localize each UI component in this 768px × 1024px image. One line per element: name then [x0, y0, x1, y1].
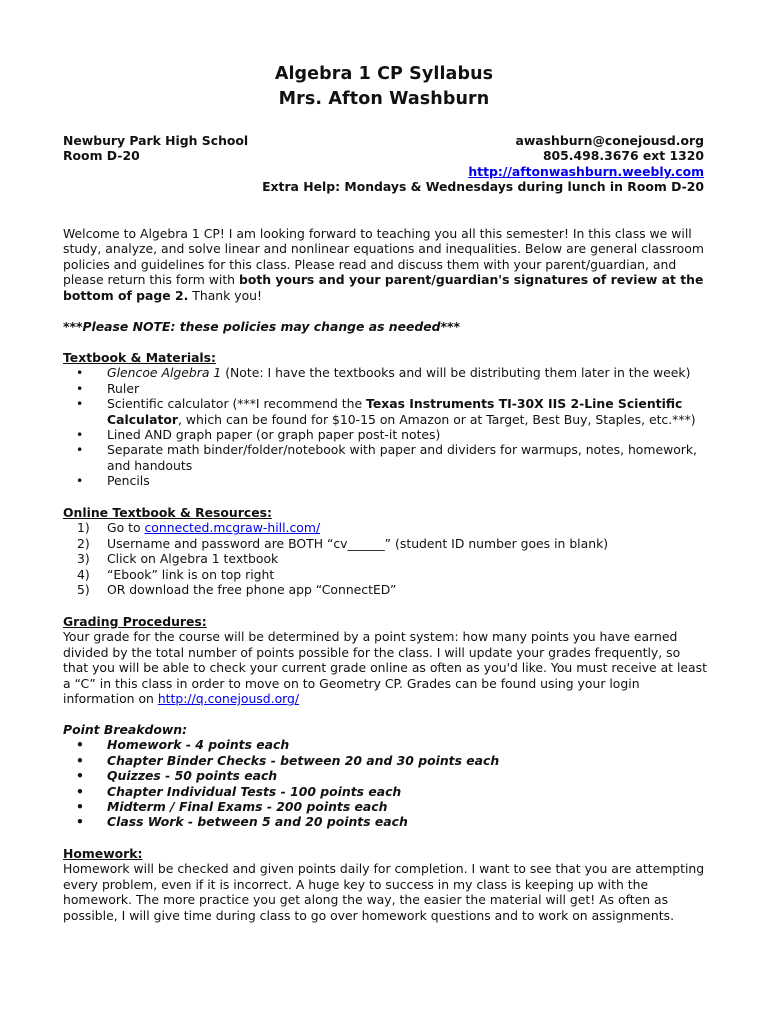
- item-text: “Ebook” link is on top right: [107, 566, 275, 582]
- email-address: awashburn@conejousd.org: [515, 133, 704, 148]
- homework-text: Homework will be checked and given points daily for completion. I want to see that you are attempting every problem, even if it is incorrect. A huge key to success in my class is keeping up with the homework. The more practice you get along the way, the easier the material will get! As often as possible, I will give time during class to go over homework questions and to work on assignments.: [63, 861, 705, 923]
- item-text: Go to: [107, 520, 145, 536]
- bullet-icon: •: [76, 814, 84, 830]
- item-text: Chapter Binder Checks - between 20 and 30 points each: [107, 752, 500, 768]
- point-breakdown-section: [63, 722, 708, 830]
- list-item: [63, 737, 708, 752]
- list-item: [63, 768, 708, 783]
- item-text: Quizzes - 50 points each: [107, 768, 278, 784]
- item-text: Separate math binder/folder/notebook with paper and dividers for warmups, notes, homework, and handouts: [107, 442, 697, 473]
- item-text: Homework - 4 points each: [107, 737, 290, 753]
- item-text: (Note: I have the textbooks and will be distributing them later in the week): [221, 365, 691, 381]
- phone-number: 805.498.3676 ext 1320: [542, 148, 704, 164]
- list-item: [63, 520, 708, 535]
- welcome-text: Welcome to Algebra 1 CP! I am looking forward to teaching you all this semester! In this class we will study, analyze, and solve linear and nonlinear equations and inequalities. Below are general classroom policies and guidelines for this class. Please read and discuss them with your parent/guardian, and please return this form with: [63, 226, 704, 288]
- list-item: [63, 427, 708, 442]
- bullet-icon: •: [76, 380, 84, 396]
- online-heading: Online Textbook & Resources:: [63, 505, 272, 520]
- item-text: Pencils: [107, 473, 150, 489]
- bullet-icon: •: [76, 396, 84, 412]
- point-breakdown-heading: Point Breakdown:: [63, 722, 188, 737]
- bullet-icon: •: [76, 473, 84, 489]
- item-text: Chapter Individual Tests - 100 points each: [107, 783, 402, 799]
- item-text: Username and password are BOTH “cv______” (student ID number goes in blank): [107, 535, 609, 551]
- bullet-icon: •: [76, 737, 84, 753]
- contact-info: [262, 133, 704, 195]
- room-number: Room D-20: [63, 148, 140, 164]
- item-text: Class Work - between 5 and 20 points each: [107, 814, 408, 830]
- welcome-paragraph: [63, 226, 708, 303]
- homework-section: [63, 846, 708, 923]
- textbook-section: [63, 350, 708, 489]
- list-item: [63, 442, 708, 473]
- bullet-icon: •: [76, 365, 84, 381]
- online-section: [63, 505, 708, 597]
- list-item: [63, 365, 708, 380]
- document-title: Algebra 1 CP Syllabus: [274, 64, 494, 84]
- list-item: [63, 567, 708, 582]
- bullet-icon: •: [76, 752, 84, 768]
- school-info: [63, 133, 248, 164]
- list-item: [63, 536, 708, 551]
- step-number: 2): [77, 535, 90, 551]
- list-item: [63, 784, 708, 799]
- bullet-icon: •: [76, 442, 84, 458]
- item-text: Scientific calculator (***I recommend the: [107, 396, 367, 412]
- point-breakdown-list: [63, 737, 708, 829]
- bullet-icon: •: [76, 799, 84, 815]
- homework-heading: Homework:: [63, 846, 143, 861]
- school-name: Newbury Park High School: [63, 133, 249, 148]
- step-number: 1): [77, 520, 90, 536]
- list-item: [63, 551, 708, 566]
- item-text: Lined AND graph paper (or graph paper post-it notes): [107, 427, 441, 443]
- list-item: [63, 473, 708, 488]
- bullet-icon: •: [76, 768, 84, 784]
- welcome-signature-note: both yours and your parent/guardian's signatures of review at the bottom of page 2.: [63, 272, 704, 303]
- bullet-icon: •: [76, 783, 84, 799]
- list-item: [63, 753, 708, 768]
- grading-section: [63, 614, 708, 706]
- bullet-icon: •: [76, 427, 84, 443]
- grades-login-link[interactable]: http://q.conejousd.org/: [157, 691, 300, 707]
- mcgraw-hill-link[interactable]: connected.mcgraw-hill.com/: [144, 520, 321, 536]
- item-text: Click on Algebra 1 textbook: [107, 551, 279, 567]
- item-text: Ruler: [107, 380, 140, 396]
- list-item: [63, 582, 708, 597]
- policy-note: ***Please NOTE: these policies may change as needed***: [63, 319, 460, 334]
- online-steps-list: [63, 520, 708, 597]
- list-item: [63, 814, 708, 829]
- teacher-name: Mrs. Afton Washburn: [278, 89, 490, 109]
- welcome-thanks: Thank you!: [188, 287, 262, 303]
- extra-help: Extra Help: Mondays & Wednesdays during lunch in Room D-20: [262, 179, 704, 195]
- step-number: 5): [77, 582, 90, 598]
- website-link[interactable]: http://aftonwashburn.weebly.com: [468, 163, 704, 179]
- textbook-heading: Textbook & Materials:: [63, 350, 217, 365]
- item-text: OR download the free phone app “ConnectED”: [107, 582, 397, 598]
- list-item: [63, 381, 708, 396]
- item-text: Midterm / Final Exams - 200 points each: [107, 799, 388, 815]
- step-number: 4): [77, 566, 90, 582]
- list-item: [63, 799, 708, 814]
- textbook-title: Glencoe Algebra 1: [107, 365, 222, 381]
- materials-list: [63, 365, 708, 488]
- item-text: , which can be found for $10-15 on Amazon or at Target, Best Buy, Staples, etc.***): [178, 411, 696, 427]
- list-item: [63, 396, 708, 427]
- grading-heading: Grading Procedures:: [63, 614, 207, 629]
- step-number: 3): [77, 551, 90, 567]
- grading-text: Your grade for the course will be determined by a point system: how many points you have earned divided by the total number of points possible for the class. I will update your grades frequently, so that you will be able to check your current grade online as often as you'd like. You must receive at least a “C” in this class in order to move on to Geometry CP. Grades can be found using your login information on: [63, 629, 707, 707]
- calculator-model: Texas Instruments TI-30X IIS 2-Line Scientific Calculator: [107, 396, 683, 427]
